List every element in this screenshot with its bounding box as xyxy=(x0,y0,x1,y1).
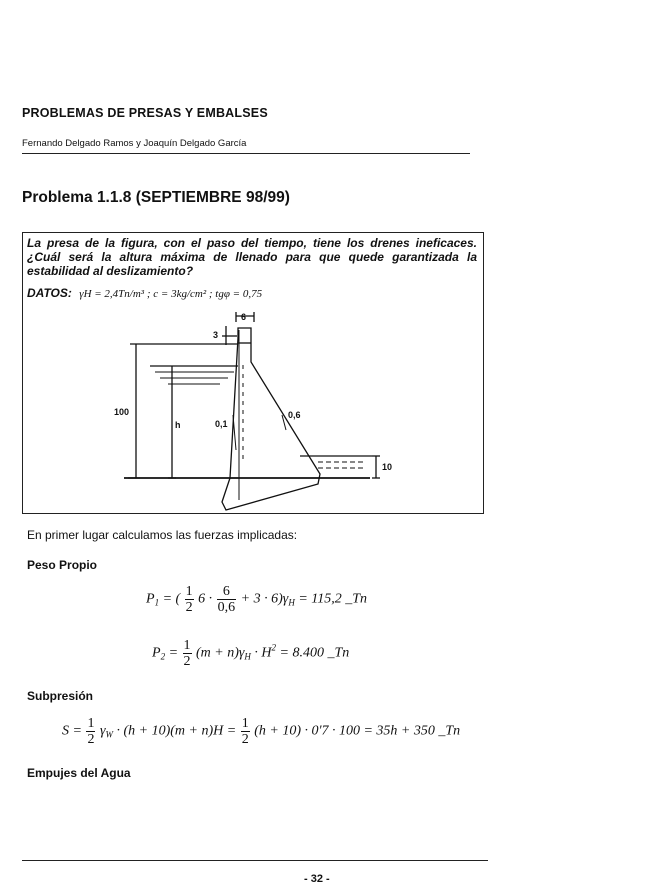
label-downstream-slope: 0,6 xyxy=(288,410,301,420)
problem-title: Problema 1.1.8 (SEPTIEMBRE 98/99) xyxy=(22,189,290,206)
label-crest-height: 3 xyxy=(213,330,219,340)
datos-label: DATOS: xyxy=(27,286,72,300)
formula-p1: $P_1$ = ( $\frac{1}{2}$ 6 · $\frac{6}{0,6}$ + $3 \cdot 6)\gamma_H = 115,2$ _Tn xyxy=(146,584,368,615)
intro-text: En primer lugar calculamos las fuerzas implicadas: xyxy=(27,528,298,542)
authors: Fernando Delgado Ramos y Joaquín Delgado García xyxy=(22,138,247,149)
label-h: h xyxy=(175,420,181,430)
label-tailwater: 10 xyxy=(382,462,393,472)
label-upstream-slope: 0,1 xyxy=(215,419,228,429)
label-total-height: 100 xyxy=(114,407,130,417)
footer-rule xyxy=(22,860,488,861)
problem-statement: La presa de la figura, con el paso del tiempo, tiene los drenes ineficaces. ¿Cuál será la altura máxima de llenado para que quede garantizada la estabilidad al deslizamiento? xyxy=(27,236,477,278)
dam-outline xyxy=(222,328,320,510)
section-peso-propio: Peso Propio xyxy=(27,558,98,572)
datos-value: γH = 2,4Tn/m³ ; c = 3kg/cm² ; tgφ = 0,75 xyxy=(79,288,263,300)
book-title: PROBLEMAS DE PRESAS Y EMBALSES xyxy=(22,106,268,120)
formula-p2: $P_2$ = $\frac{1}{2}$ $(m + n)\gamma_H \cdot H^2 = 8.400$ _Tn xyxy=(152,638,350,669)
label-crest-width: 6 xyxy=(241,312,247,322)
section-empujes: Empujes del Agua xyxy=(27,766,131,780)
page-number: - 32 - xyxy=(304,873,330,885)
section-subpresion: Subpresión xyxy=(27,689,94,703)
formula-s: S = $\frac{1}{2}$ $\gamma_W \cdot (h + 10)(m + n)H$ = $\frac{1}{2}$ (h + 10) · 0'7 · 100 = 35h + 350 _Tn xyxy=(62,716,461,747)
